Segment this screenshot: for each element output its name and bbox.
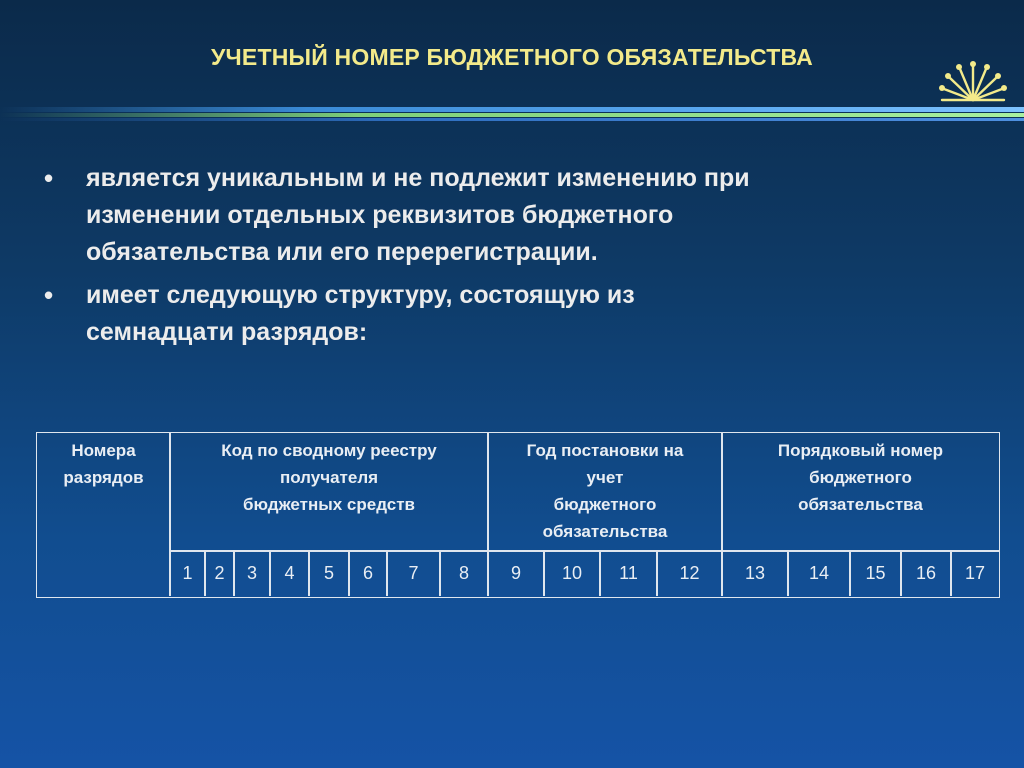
header-line: бюджетного	[809, 468, 912, 487]
header-line: Год постановки на	[526, 441, 684, 460]
header-line: бюджетного	[553, 495, 657, 514]
header-line: обязательства	[798, 495, 923, 514]
digit-cell: 13	[744, 563, 766, 583]
digit-cell: 8	[458, 563, 469, 583]
header-line: обязательства	[542, 522, 668, 541]
digit-cell: 9	[510, 563, 521, 583]
digit-divider	[439, 551, 441, 596]
digit-cell: 17	[964, 563, 986, 583]
header-line: Код по сводному реестру	[221, 441, 437, 460]
header-cell-registration-year	[488, 433, 722, 551]
digit-divider	[348, 551, 350, 596]
digit-cell: 7	[408, 563, 419, 583]
bullet-dot: •	[44, 163, 54, 193]
header-cell-registry-code	[170, 433, 488, 551]
header-cell-sequence-number	[722, 433, 999, 551]
bullet-line: имеет следующую структуру, состоящую из	[86, 281, 635, 309]
slide-title: УЧЕТНЫЙ НОМЕР БЮДЖЕТНОГО ОБЯЗАТЕЛЬСТВА	[211, 44, 813, 70]
digit-divider	[849, 551, 851, 596]
header-line: разрядов	[63, 468, 144, 487]
header-line: бюджетных средств	[242, 495, 416, 514]
bullet-line: изменении отдельных реквизитов бюджетного	[86, 201, 674, 229]
digit-cell: 16	[915, 563, 937, 583]
digit-divider	[386, 551, 388, 596]
header-line: учет	[586, 468, 624, 487]
digit-divider	[204, 551, 206, 596]
header-rule-dark-blue	[0, 118, 1024, 121]
digit-cell: 4	[284, 563, 295, 583]
bullet-line: семнадцати разрядов:	[86, 318, 368, 346]
digit-divider	[656, 551, 658, 596]
digit-divider	[308, 551, 310, 596]
digit-cell: 1	[182, 563, 193, 583]
digit-cell: 11	[619, 563, 638, 583]
bullet-dot: •	[44, 280, 54, 310]
header-line: Порядковый номер	[777, 441, 944, 460]
bullet-item	[40, 160, 940, 271]
digit-structure-table	[36, 432, 1000, 598]
digit-divider	[543, 551, 545, 596]
digit-divider	[269, 551, 271, 596]
digit-divider	[950, 551, 952, 596]
digit-divider	[599, 551, 601, 596]
digit-cell: 15	[865, 563, 886, 583]
header-rule-blue	[0, 107, 1024, 112]
digit-cell: 12	[679, 563, 700, 583]
header-cell-digit-numbers	[37, 433, 170, 551]
digit-cell: 3	[246, 563, 257, 583]
digit-cell: 14	[808, 563, 830, 583]
bullet-line: обязательства или его перерегистрации.	[86, 238, 598, 266]
header-line: Номера	[71, 441, 136, 460]
digit-divider	[787, 551, 789, 596]
sunburst-logo-icon	[936, 56, 1010, 104]
digit-cell: 5	[323, 563, 334, 583]
digit-cell: 6	[362, 563, 373, 583]
bullet-line: является уникальным и не подлежит изменению при	[86, 164, 750, 192]
header-rule-green	[0, 113, 1024, 117]
digit-cell: 10	[561, 563, 583, 583]
digit-divider	[900, 551, 902, 596]
bullet-list	[40, 160, 940, 357]
header-line: получателя	[279, 468, 379, 487]
digit-cell: 2	[214, 563, 225, 583]
bullet-item	[40, 277, 940, 351]
digit-divider	[233, 551, 235, 596]
